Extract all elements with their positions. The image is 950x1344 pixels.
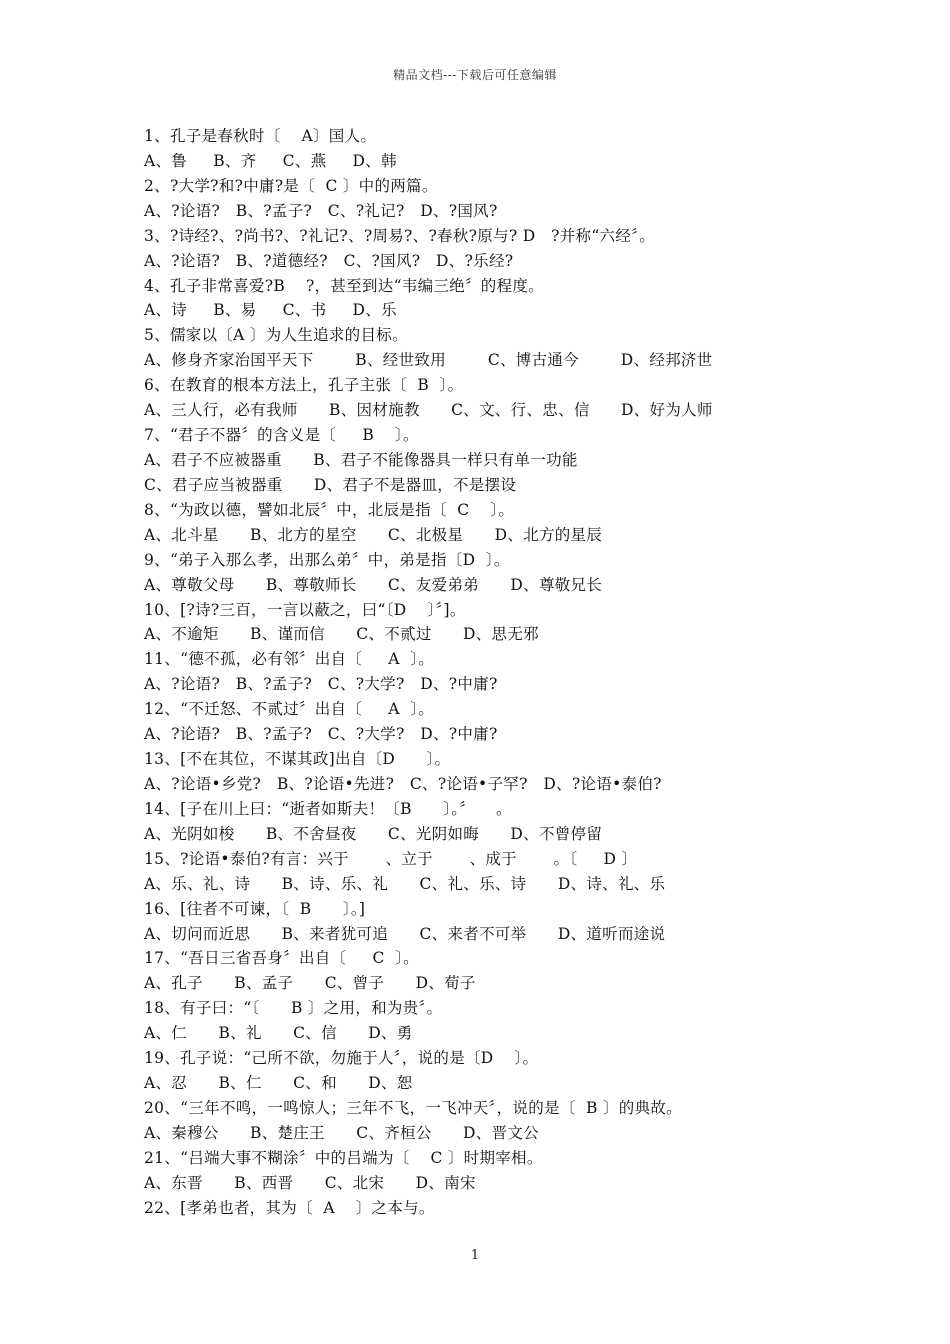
document-line: 2、?大学?和?中庸?是〔 C 〕中的两篇。 [144, 176, 438, 195]
document-line: 5、儒家以〔A 〕为人生追求的目标。 [144, 326, 408, 345]
document-line: 20、“三年不鸣，一鸣惊人；三年不飞，一飞冲天〞，说的是〔 B 〕的典故。 [144, 1098, 682, 1117]
document-line: A、乐、礼、诗 B、诗、乐、礼 C、礼、乐、诗 D、诗、礼、乐 [144, 874, 666, 893]
document-line: 7、“君子不器〞的含义是〔 B 〕。 [144, 426, 419, 445]
document-line: A、不逾矩 B、谨而信 C、不贰过 D、思无邪 [144, 625, 539, 644]
document-line: 13、[不在其位，不谋其政]出自〔D 〕。 [144, 750, 451, 769]
document-line: 4、孔子非常喜爱?B ?，甚至到达“韦编三绝〞的程度。 [144, 276, 545, 295]
document-line: 22、[孝弟也者，其为〔 A 〕之本与。 [144, 1198, 435, 1217]
document-line: 21、“吕端大事不糊涂〞中的吕端为〔 C 〕时期宰相。 [144, 1148, 543, 1167]
document-line: 8、“为政以德，譬如北辰〞中，北辰是指〔 C 〕。 [144, 500, 515, 519]
document-line: A、君子不应被器重 B、君子不能像器具一样只有单一功能 [144, 450, 578, 469]
document-line: 1、孔子是春秋时〔 A〕国人。 [144, 127, 377, 145]
document-line: A、东晋 B、西晋 C、北宋 D、南宋 [144, 1173, 476, 1192]
document-line: 17、“吾日三省吾身〞出自〔 C 〕。 [144, 949, 419, 968]
document-line: 11、“德不孤，必有邻〞出自〔 A 〕。 [144, 650, 435, 669]
document-line: A、?论语? B、?孟子? C、?礼记? D、?国风? [144, 201, 498, 220]
document-line: 9、“弟子入那么孝，出那么弟〞中，弟是指〔D 〕。 [144, 550, 510, 569]
document-line: 12、“不迁怒、不贰过〞出自〔 A 〕。 [144, 700, 435, 719]
page-number: 1 [470, 1248, 480, 1263]
document-line: 6、在教育的根本方法上，孔子主张〔 B 〕。 [144, 376, 464, 395]
document-line: A、三人行，必有我师 B、因材施教 C、文、行、忠、信 D、好为人师 [144, 401, 713, 420]
document-line: A、鲁 B、齐 C、燕 D、韩 [144, 151, 397, 170]
document-line: A、秦穆公 B、楚庄王 C、齐桓公 D、晋文公 [144, 1123, 539, 1142]
document-line: 18、有子曰：“〔 B 〕之用，和为贵〞。 [144, 999, 443, 1018]
document-line: A、忍 B、仁 C、和 D、恕 [144, 1074, 413, 1093]
document-line: A、仁 B、礼 C、信 D、勇 [144, 1024, 413, 1043]
document-line: A、北斗星 B、北方的星空 C、北极星 D、北方的星辰 [144, 525, 603, 544]
document-line: C、君子应当被器重 D、君子不是器皿，不是摆设 [144, 475, 517, 494]
document-body [144, 124, 864, 1221]
document-line: 16、[往者不可谏，〔 B 〕。] [144, 899, 366, 918]
document-line: A、光阴如梭 B、不舍昼夜 C、光阴如晦 D、不曾停留 [144, 824, 603, 843]
document-line: 19、孔子说：“己所不欲，勿施于人〞，说的是〔D 〕。 [144, 1049, 539, 1068]
document-line: A、修身齐家治国平天下 B、经世致用 C、博古通今 D、经邦济世 [144, 351, 713, 370]
document-line: 15、?论语•泰伯?有言：兴于 、立于 、成于 。〔 D 〕 [144, 849, 638, 868]
page-header: 精品文档---下载后可任意编辑 [393, 68, 557, 82]
document-line: A、诗 B、易 C、书 D、乐 [144, 301, 397, 320]
document-line: A、?论语? B、?道德经? C、?国风? D、?乐经? [144, 251, 514, 270]
document-line: A、孔子 B、孟子 C、曾子 D、荀子 [144, 974, 476, 993]
document-line: 10、[?诗?三百，一言以蔽之，曰“〔D 〕〞]。 [144, 600, 466, 619]
document-line: 3、?诗经?、?尚书?、?礼记?、?周易?、?春秋?原与? D ?并称“六经〞。 [144, 226, 655, 245]
document-line: A、?论语? B、?孟子? C、?大学? D、?中庸? [144, 725, 498, 744]
document-line: 14、[子在川上曰：“逝者如斯夫！〔B 〕。〞 。 [144, 799, 512, 818]
document-line: A、切问而近思 B、来者犹可追 C、来者不可举 D、道听而途说 [144, 924, 666, 943]
document-line: A、?论语? B、?孟子? C、?大学? D、?中庸? [144, 675, 498, 694]
document-line: A、?论语•乡党? B、?论语•先进? C、?论语•子罕? D、?论语•泰伯? [144, 774, 662, 793]
document-line: A、尊敬父母 B、尊敬师长 C、友爱弟弟 D、尊敬兄长 [144, 575, 603, 594]
